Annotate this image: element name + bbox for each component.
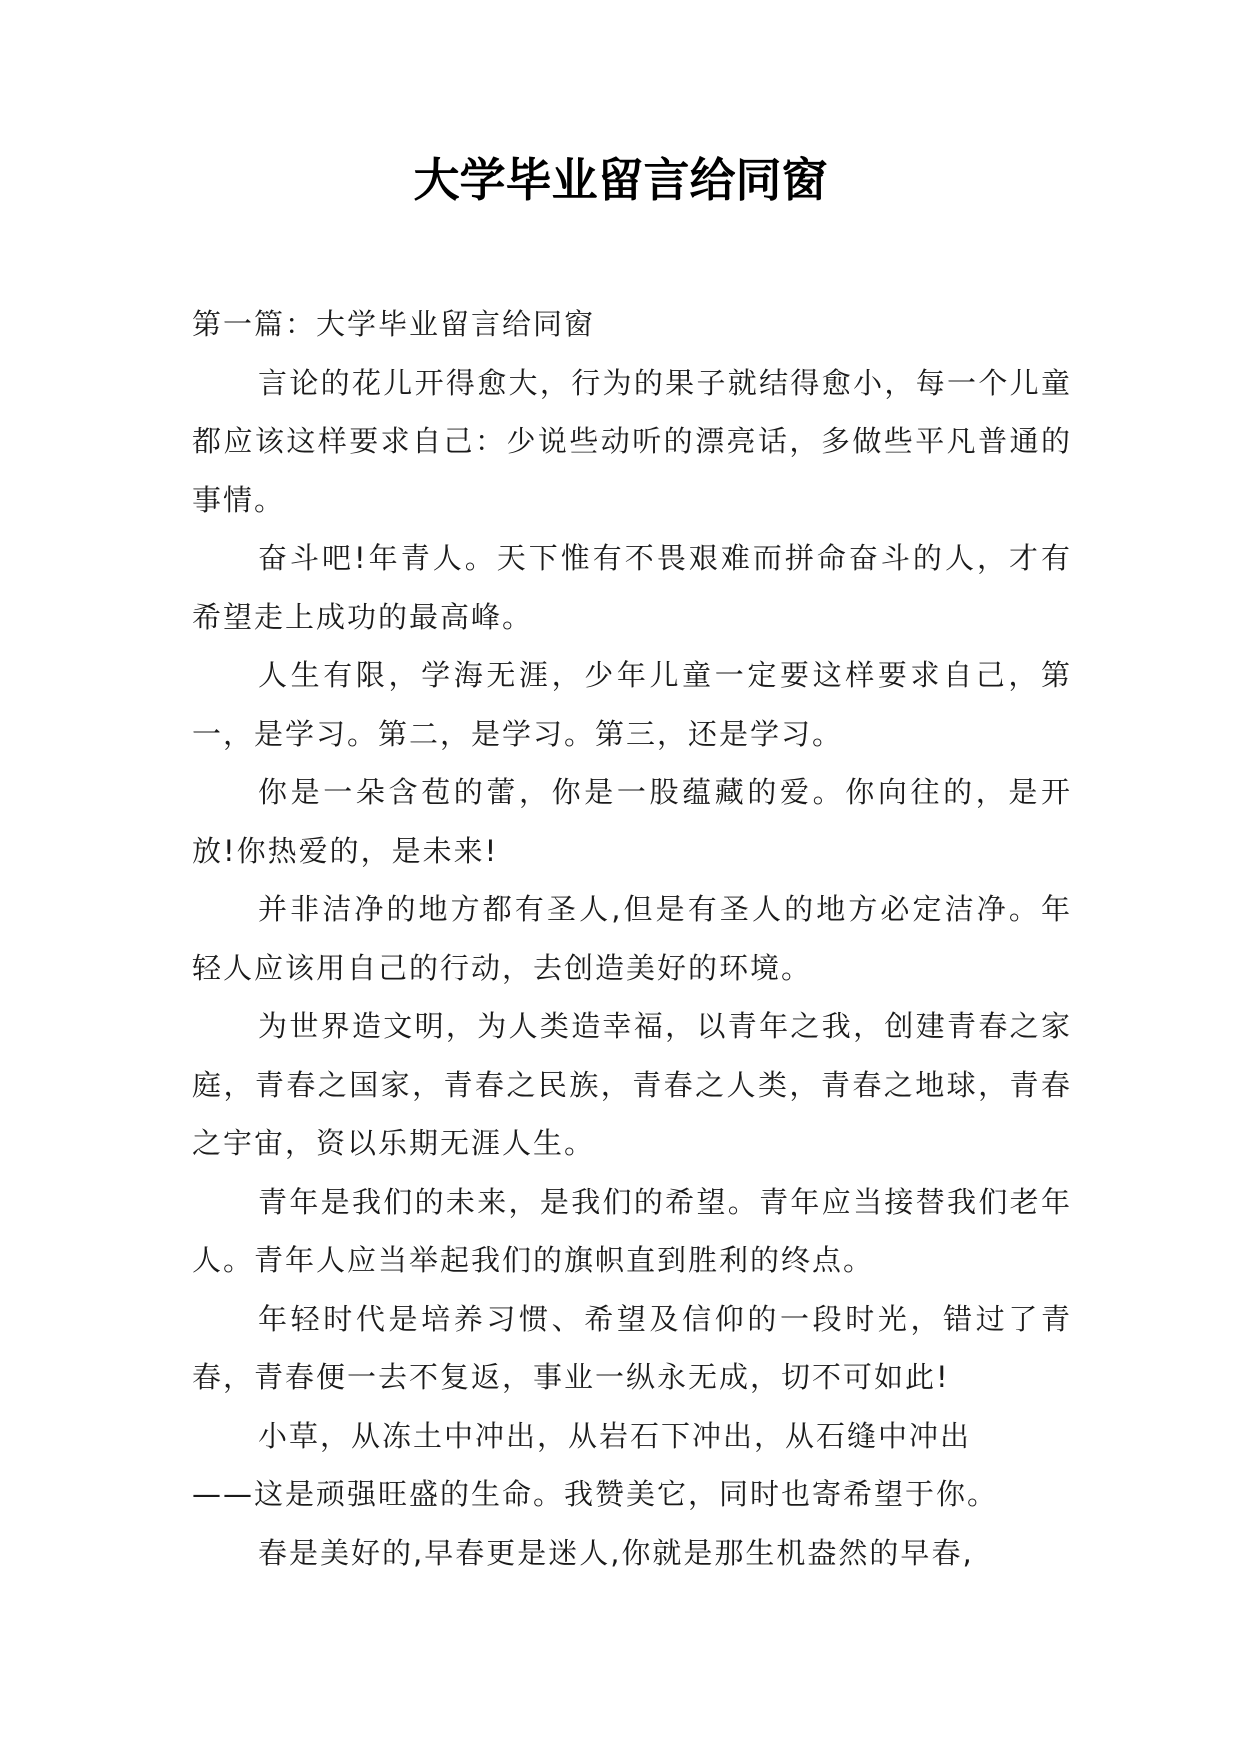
paragraph: 青年是我们的未来，是我们的希望。青年应当接替我们老年人。青年人应当举起我们的旗帜直到胜利的终点。 xyxy=(192,1184,1072,1277)
paragraph: 为世界造文明，为人类造幸福，以青年之我，创建青春之家庭，青春之国家，青春之民族，青春之人类，青春之地球，青春之宇宙，资以乐期无涯人生。 xyxy=(192,1009,1072,1160)
document-body xyxy=(192,295,1072,1582)
paragraph: 年轻时代是培养习惯、希望及信仰的一段时光，错过了青春，青春便一去不复返，事业一纵永无成，切不可如此! xyxy=(192,1301,1072,1394)
paragraph: 小草，从冻土中冲出，从岩石下冲出，从石缝中冲出 xyxy=(258,1418,972,1453)
paragraph: 言论的花儿开得愈大，行为的果子就结得愈小，每一个儿童都应该这样要求自己：少说些动听的漂亮话，多做些平凡普通的事情。 xyxy=(192,365,1072,517)
paragraph: 人生有限，学海无涯，少年儿童一定要这样要求自己，第一，是学习。第二，是学习。第三，还是学习。 xyxy=(192,658,1072,751)
paragraph: 奋斗吧!年青人。天下惟有不畏艰难而拼命奋斗的人，才有希望走上成功的最高峰。 xyxy=(192,541,1072,634)
paragraph: 并非洁净的地方都有圣人,但是有圣人的地方必定洁净。年轻人应该用自己的行动，去创造美好的环境。 xyxy=(192,892,1072,985)
paragraph-continuation: ——这是顽强旺盛的生命。我赞美它，同时也寄希望于你。 xyxy=(192,1477,999,1511)
section-heading: 第一篇：大学毕业留言给同窗 xyxy=(192,307,596,341)
document-title: 大学毕业留言给同窗 xyxy=(413,153,828,207)
paragraph: 春是美好的,早春更是迷人,你就是那生机盎然的早春, xyxy=(258,1535,974,1570)
paragraph: 你是一朵含苞的蕾，你是一股蕴藏的爱。你向往的，是开放!你热爱的，是未来! xyxy=(192,775,1072,868)
